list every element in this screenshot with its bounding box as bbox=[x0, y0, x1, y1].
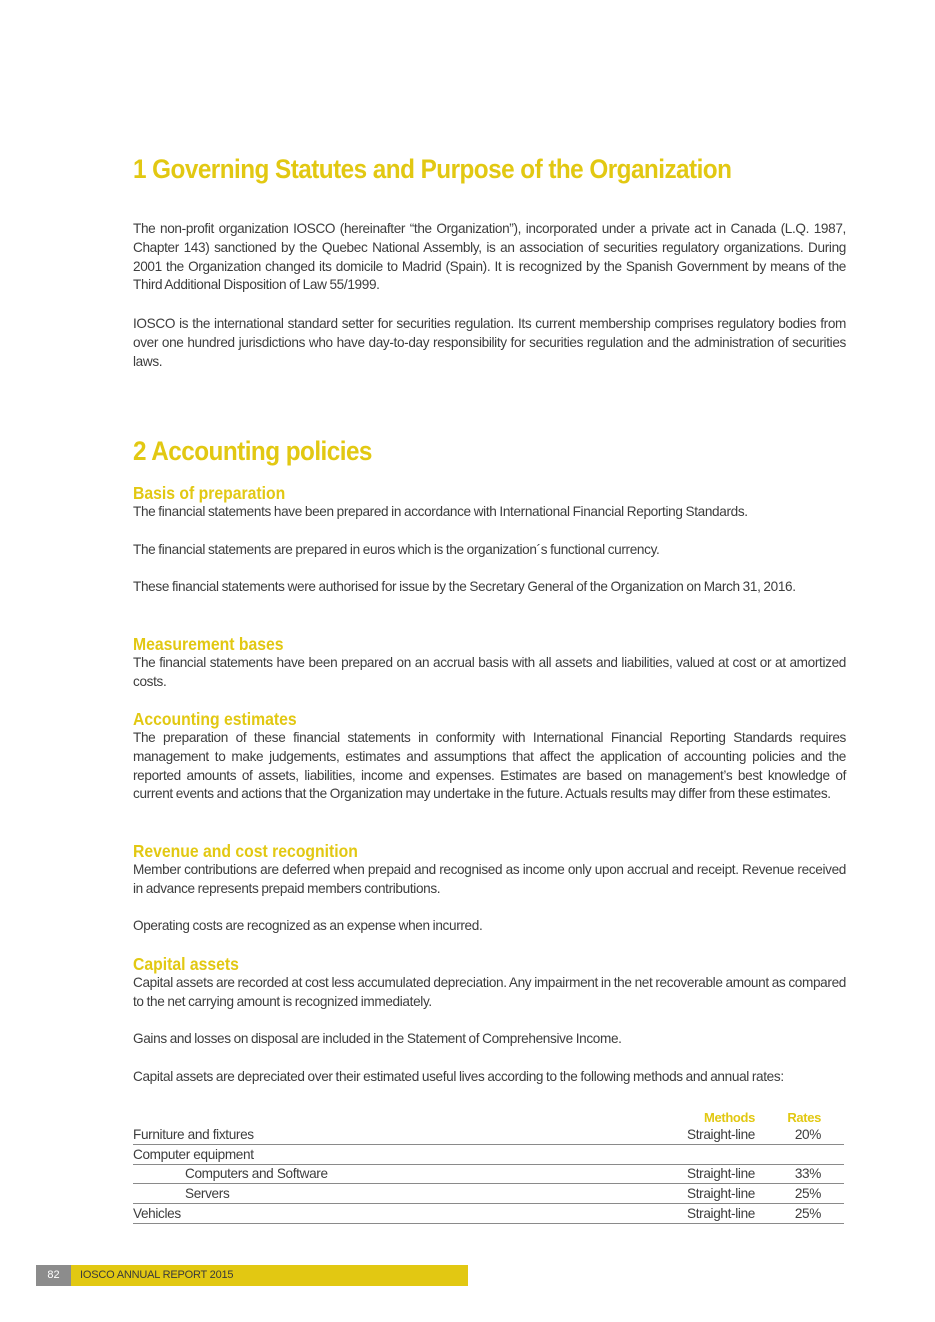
subsection-heading: Capital assets bbox=[133, 954, 239, 974]
section-1-paragraph-1 bbox=[133, 220, 846, 295]
rate-value: 20% bbox=[794, 1126, 821, 1142]
paragraph: Gains and losses on disposal are included in the Statement of Comprehensive Income. bbox=[133, 1031, 622, 1047]
paragraph: Member contributions are deferred when prepaid and recognised as income only upon accrual and receipt. Revenue received in advance represents prepaid members contributions. bbox=[133, 862, 846, 896]
depreciation-rates-table bbox=[133, 1106, 844, 1224]
paragraph: These financial statements were authorised for issue by the Secretary General of the Organization on March 31, 2016. bbox=[133, 579, 796, 595]
asset-label: Vehicles bbox=[133, 1205, 181, 1221]
rate-value: 25% bbox=[794, 1186, 821, 1202]
paragraph: The financial statements have been prepared on an accrual basis with all assets and liabilities, valued at cost or at amortized costs. bbox=[133, 655, 846, 689]
section-1-paragraph-2 bbox=[133, 315, 846, 371]
paragraph: IOSCO is the international standard setter for securities regulation. Its current membership comprises regulatory bodies from over one hundred jurisdictions who have day-to-day responsibility for securities regulation and the administration of securities laws. bbox=[133, 316, 846, 369]
subsection-heading: Accounting estimates bbox=[133, 709, 297, 729]
subsection-heading: Measurement bases bbox=[133, 634, 284, 654]
accounting-estimates bbox=[133, 709, 846, 804]
method-value: Straight-line bbox=[687, 1166, 755, 1182]
asset-label: Computers and Software bbox=[185, 1166, 328, 1182]
table-row bbox=[133, 1145, 844, 1165]
report-title: IOSCO ANNUAL REPORT 2015 bbox=[71, 1265, 468, 1286]
capital-assets bbox=[133, 954, 846, 1087]
paragraph: Operating costs are recognized as an expense when incurred. bbox=[133, 918, 483, 934]
subsection-heading: Revenue and cost recognition bbox=[133, 841, 358, 861]
table-row bbox=[133, 1204, 844, 1224]
revenue-and-cost-recognition bbox=[133, 841, 846, 936]
paragraph: The financial statements are prepared in euros which is the organization´s functional currency. bbox=[133, 541, 660, 557]
methods-column-header: Methods bbox=[704, 1110, 755, 1125]
basis-of-preparation bbox=[133, 483, 846, 597]
method-value: Straight-line bbox=[687, 1126, 755, 1142]
section-1-title: 1 Governing Statutes and Purpose of the Organization bbox=[133, 154, 732, 184]
method-value: Straight-line bbox=[687, 1205, 755, 1221]
rate-value: 33% bbox=[794, 1166, 821, 1182]
asset-label: Computer equipment bbox=[133, 1146, 254, 1162]
method-value: Straight-line bbox=[687, 1186, 755, 1202]
paragraph: The preparation of these financial statements in conformity with International Financial Reporting Standards requires management to make judgements, estimates and assumptions that affect the application of accounting policies and the reported amounts of assets, liabilities, income and expenses. Estimates are based on management’s best knowledge of current events and actions that the Organization may undertake in the future. Actuals results may differ from these estimates. bbox=[133, 730, 846, 802]
paragraph: Capital assets are recorded at cost less accumulated depreciation. Any impairment in the net recoverable amount as compared to the net carrying amount is recognized immediately. bbox=[133, 975, 846, 1009]
table-row bbox=[133, 1184, 844, 1204]
asset-label: Furniture and fixtures bbox=[133, 1126, 254, 1142]
section-2-title: 2 Accounting policies bbox=[133, 436, 372, 466]
paragraph: The non-profit organization IOSCO (hereinafter “the Organization”), incorporated under a private act in Canada (L.Q. 1987, Chapter 143) sanctioned by the Quebec National Assembly, is an association of securities regulatory organizations. During 2001 the Organization changed its domicile to Madrid (Spain). It is recognized by the Spanish Government by means of the Third Additional Disposition of Law 55/1999. bbox=[133, 221, 846, 293]
rate-value: 25% bbox=[794, 1205, 821, 1221]
page-footer bbox=[36, 1265, 468, 1286]
measurement-bases bbox=[133, 634, 846, 692]
subsection-heading: Basis of preparation bbox=[133, 483, 286, 503]
paragraph: Capital assets are depreciated over their estimated useful lives according to the following methods and annual rates: bbox=[133, 1068, 784, 1084]
table-row bbox=[133, 1125, 844, 1145]
table-row bbox=[133, 1165, 844, 1185]
rates-column-header: Rates bbox=[787, 1110, 821, 1125]
table-header bbox=[133, 1106, 844, 1125]
paragraph: The financial statements have been prepared in accordance with International Financial Reporting Standards. bbox=[133, 504, 748, 519]
asset-label: Servers bbox=[185, 1186, 230, 1202]
page-number: 82 bbox=[36, 1265, 71, 1286]
